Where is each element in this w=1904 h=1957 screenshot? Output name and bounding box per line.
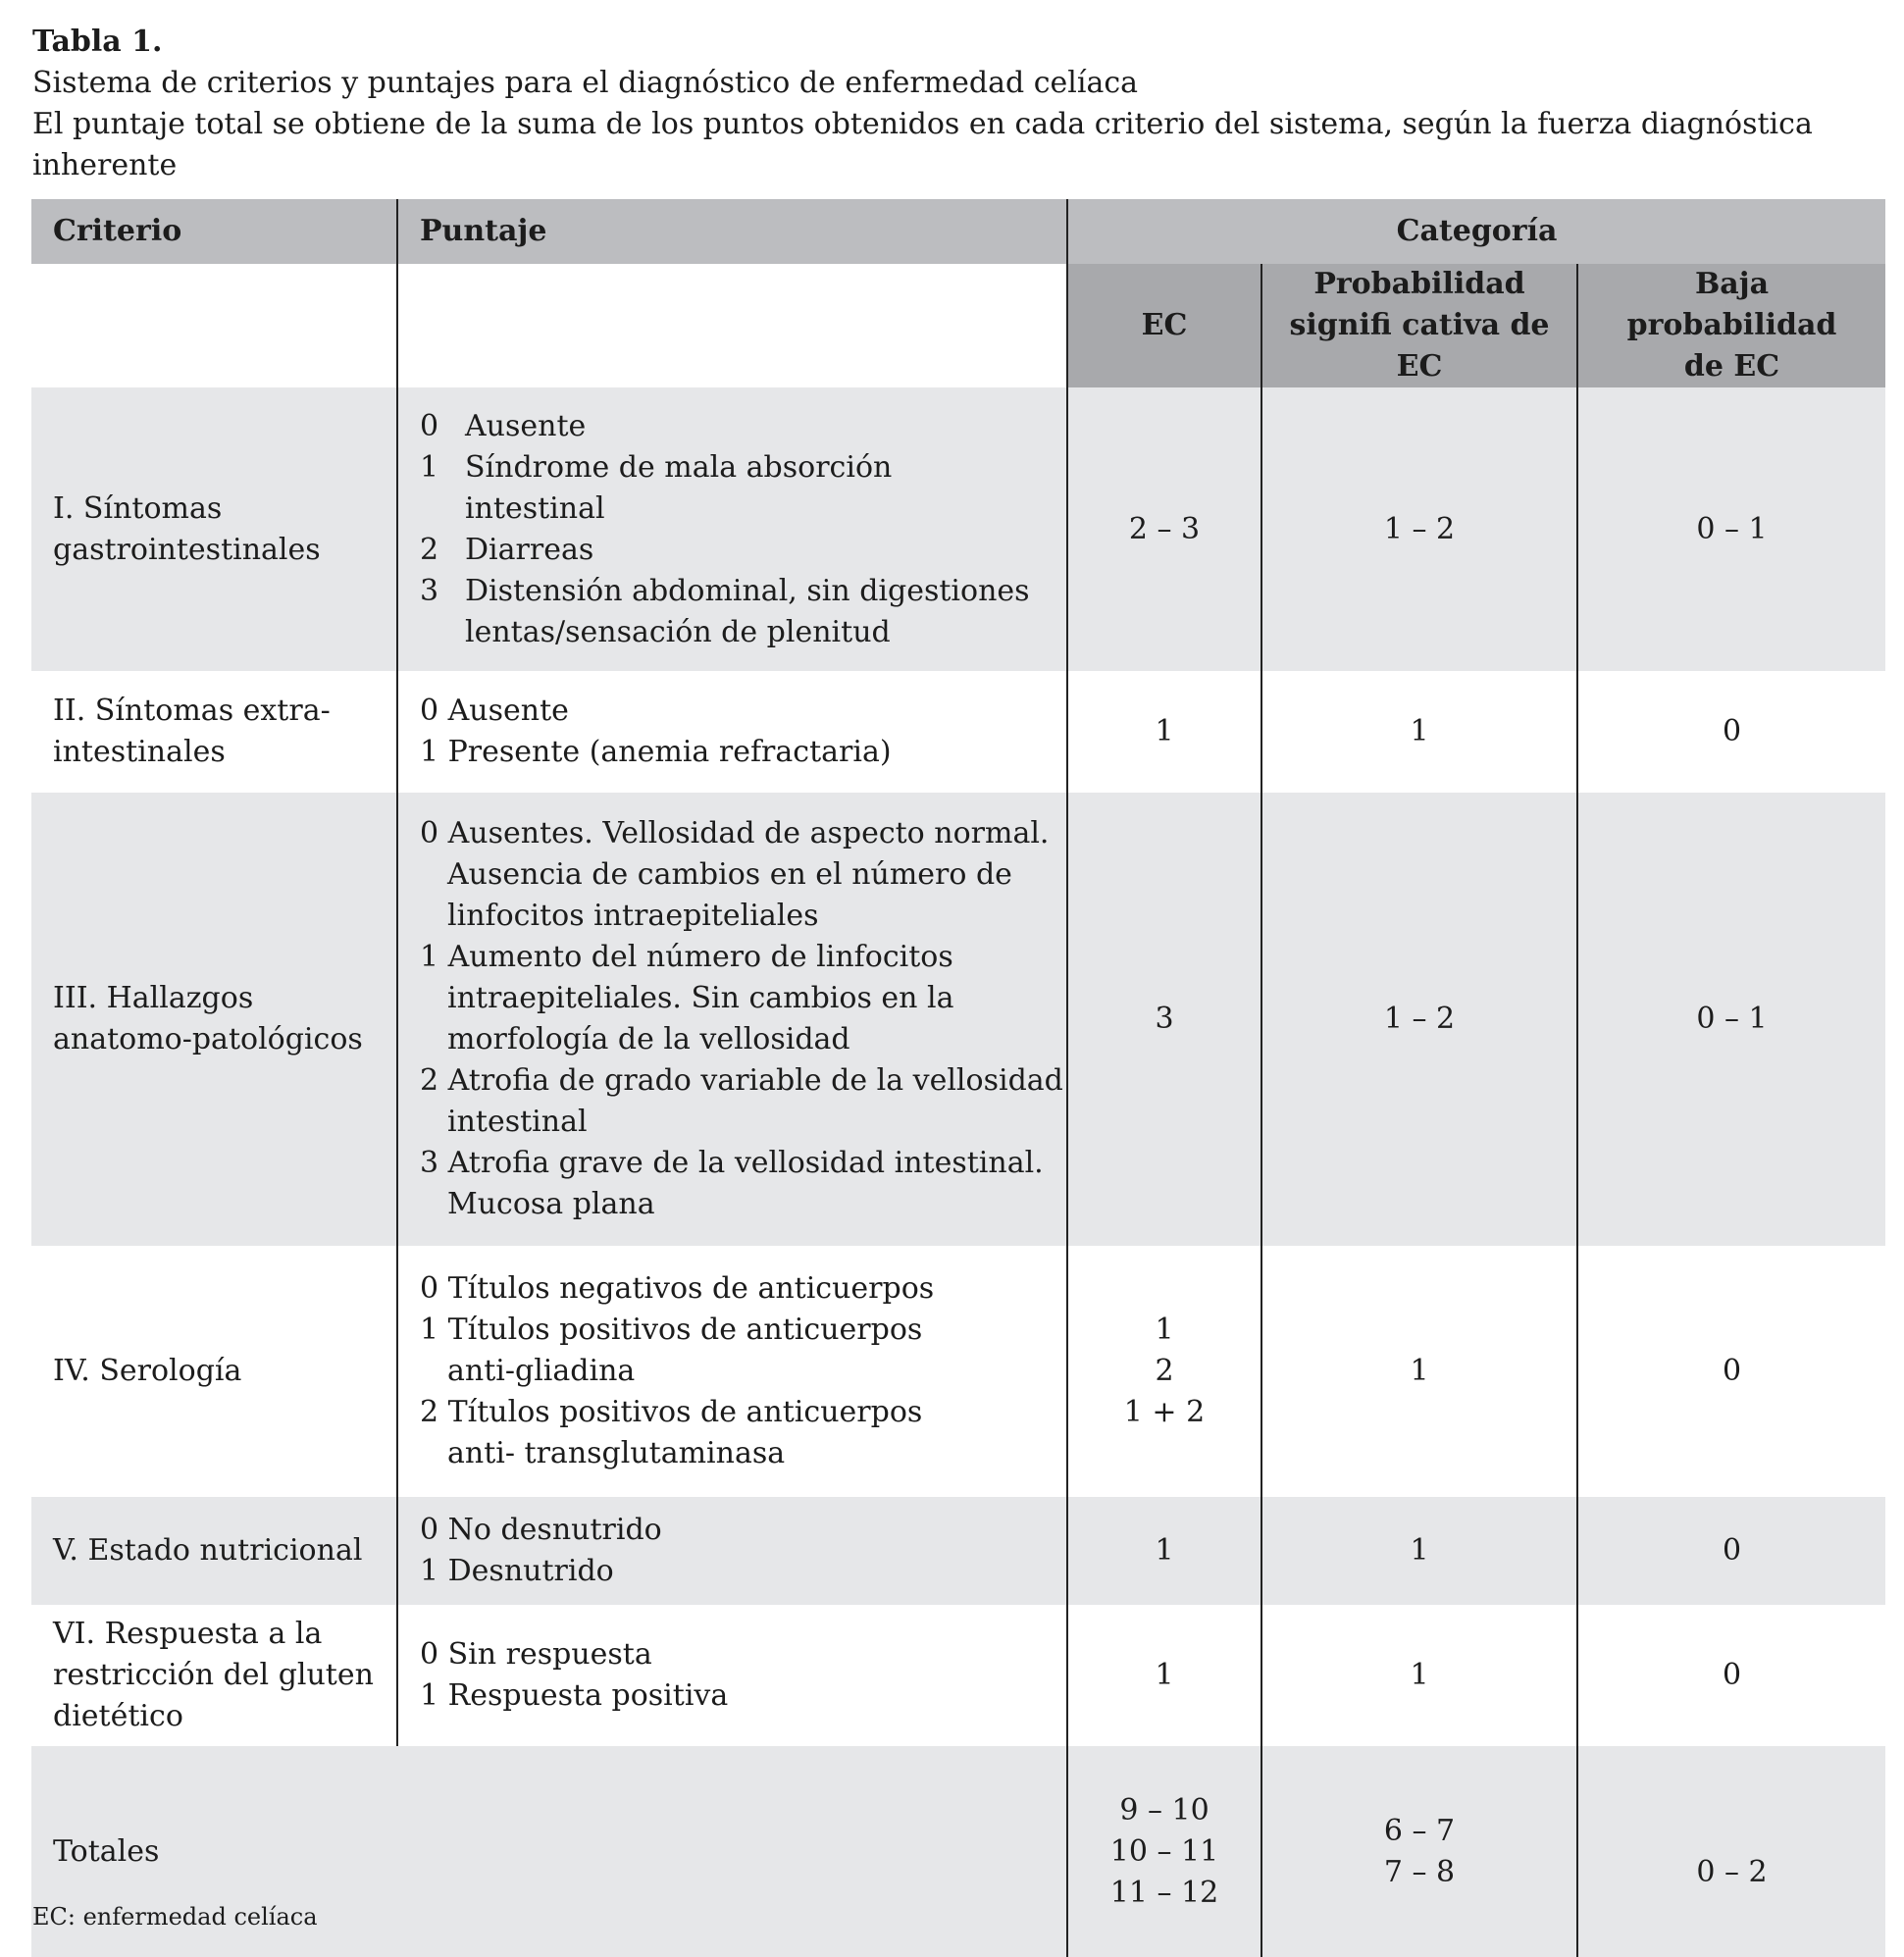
probabilidad-cell-value: 1 bbox=[1410, 714, 1429, 748]
subheader-empty-puntaje bbox=[397, 264, 1067, 387]
table-row bbox=[31, 1605, 1885, 1746]
puntaje-line: 0 Títulos negativos de anticuerpos bbox=[420, 1271, 935, 1306]
criterio-cell bbox=[31, 1605, 397, 1746]
puntaje-line: anti- transglutaminasa bbox=[447, 1436, 786, 1470]
criterio-line: intestinales bbox=[53, 735, 226, 769]
puntaje-score: 3 bbox=[420, 573, 439, 608]
table-row bbox=[31, 1246, 1885, 1497]
puntaje-line bbox=[420, 530, 1045, 571]
probabilidad-cell bbox=[1261, 793, 1577, 1246]
puntaje-line: linfocitos intraepiteliales bbox=[447, 899, 819, 933]
puntaje-text: Distensión abdominal, sin digestiones bbox=[465, 573, 1030, 608]
ec-cell-value: 2 – 3 bbox=[1128, 511, 1201, 546]
puntaje-cell bbox=[397, 1497, 1067, 1605]
header-baja-line2: de EC bbox=[1683, 349, 1780, 384]
baja-cell bbox=[1577, 1246, 1885, 1497]
baja-cell-value: 0 bbox=[1722, 1533, 1742, 1568]
baja-cell-value: 0 – 1 bbox=[1696, 1002, 1768, 1036]
probabilidad-cell-value: 1 bbox=[1410, 1354, 1429, 1388]
table-row bbox=[31, 793, 1885, 1246]
probabilidad-cell bbox=[1261, 671, 1577, 793]
header-probabilidad bbox=[1261, 264, 1577, 387]
puntaje-line: Ausencia de cambios en el número de bbox=[447, 857, 1012, 892]
probabilidad-cell-value: 1 bbox=[1410, 1533, 1429, 1568]
puntaje-cell bbox=[397, 793, 1067, 1246]
puntaje-text: Ausente bbox=[465, 408, 587, 443]
puntaje-cell bbox=[397, 387, 1067, 671]
puntaje-cell bbox=[397, 1605, 1067, 1746]
puntaje-line: 1 Desnutrido bbox=[420, 1554, 614, 1588]
probabilidad-cell bbox=[1261, 1497, 1577, 1605]
probabilidad-cell bbox=[1261, 1605, 1577, 1746]
criterio-cell bbox=[31, 793, 397, 1246]
criterio-line: V. Estado nutricional bbox=[53, 1533, 363, 1568]
totals-probabilidad bbox=[1261, 1746, 1577, 1957]
baja-cell bbox=[1577, 387, 1885, 671]
puntaje-line: 0 No desnutrido bbox=[420, 1513, 662, 1547]
criterio-line: gastrointestinales bbox=[53, 532, 321, 567]
ec-cell-value: 1 bbox=[1155, 1533, 1174, 1568]
criterio-line: anatomo-patológicos bbox=[53, 1022, 363, 1056]
puntaje-line: intestinal bbox=[447, 1105, 588, 1139]
puntaje-line: 2 Atrofia de grado variable de la vellosidad bbox=[420, 1063, 1063, 1098]
totals-prob-value: 7 – 8 bbox=[1383, 1854, 1456, 1889]
ec-cell-value: 3 bbox=[1155, 1002, 1174, 1036]
baja-cell bbox=[1577, 793, 1885, 1246]
puntaje-line: 2 Títulos positivos de anticuerpos bbox=[420, 1395, 923, 1429]
totals-ec-value: 10 – 11 bbox=[1109, 1833, 1219, 1869]
puntaje-score: 0 bbox=[420, 408, 439, 443]
probabilidad-cell bbox=[1261, 387, 1577, 671]
table-caption bbox=[32, 22, 1904, 186]
puntaje-line bbox=[420, 489, 1045, 530]
criterio-line: II. Síntomas extra- bbox=[53, 694, 331, 728]
probabilidad-cell-value: 1 – 2 bbox=[1383, 1002, 1456, 1036]
puntaje-line: Mucosa plana bbox=[447, 1187, 655, 1221]
puntaje-line bbox=[420, 571, 1045, 612]
puntaje-score: 1 bbox=[420, 449, 439, 485]
header-puntaje: Puntaje bbox=[397, 199, 1067, 264]
header-baja-line1: Baja probabilidad bbox=[1626, 267, 1837, 342]
baja-cell-value: 0 bbox=[1722, 1658, 1742, 1692]
totals-ec-value: 11 – 12 bbox=[1109, 1875, 1219, 1910]
probabilidad-cell-value: 1 bbox=[1410, 1658, 1429, 1692]
baja-cell-value: 0 bbox=[1722, 1354, 1742, 1388]
criteria-table bbox=[31, 199, 1885, 1957]
ec-cell-value: 1 bbox=[1155, 1313, 1174, 1347]
totals-prob-value: 6 – 7 bbox=[1383, 1813, 1456, 1848]
baja-cell bbox=[1577, 671, 1885, 793]
puntaje-line: anti-gliadina bbox=[447, 1354, 636, 1388]
totals-baja bbox=[1577, 1746, 1885, 1957]
ec-cell-value: 2 bbox=[1155, 1354, 1174, 1388]
ec-cell bbox=[1067, 1246, 1261, 1497]
baja-cell bbox=[1577, 1605, 1885, 1746]
footnote: EC: enfermedad celíaca bbox=[32, 1903, 318, 1931]
puntaje-line: 3 Atrofia grave de la vellosidad intestinal. bbox=[420, 1146, 1044, 1180]
table-description: El puntaje total se obtiene de la suma de los puntos obtenidos en cada criterio del sistema, según la fuerza diagnóstica inherente bbox=[32, 107, 1813, 182]
puntaje-line: 1 Títulos positivos de anticuerpos bbox=[420, 1313, 923, 1347]
header-criterio: Criterio bbox=[31, 199, 397, 264]
puntaje-line: 0 Sin respuesta bbox=[420, 1637, 652, 1672]
ec-cell-value: 1 + 2 bbox=[1123, 1395, 1206, 1429]
puntaje-line: 1 Aumento del número de linfocitos bbox=[420, 940, 953, 974]
puntaje-line bbox=[420, 447, 1045, 489]
subheader-row bbox=[31, 264, 1885, 387]
puntaje-text: intestinal bbox=[465, 490, 605, 526]
header-baja-probabilidad bbox=[1577, 264, 1885, 387]
criterio-cell bbox=[31, 387, 397, 671]
baja-cell-value: 0 – 1 bbox=[1696, 511, 1768, 546]
puntaje-cell bbox=[397, 1246, 1067, 1497]
ec-cell bbox=[1067, 793, 1261, 1246]
totals-label: Totales bbox=[31, 1746, 1067, 1957]
criterio-cell bbox=[31, 1497, 397, 1605]
puntaje-line: intraepiteliales. Sin cambios en la bbox=[447, 981, 954, 1015]
criterio-cell bbox=[31, 671, 397, 793]
criterio-line: restricción del gluten bbox=[53, 1658, 374, 1692]
puntaje-score: 2 bbox=[420, 532, 439, 567]
totals-baja-value: 0 – 2 bbox=[1696, 1854, 1768, 1889]
criterio-line: I. Síntomas bbox=[53, 490, 223, 526]
puntaje-line bbox=[420, 406, 1045, 447]
header-probabilidad-line2: signifi cativa de EC bbox=[1289, 308, 1550, 384]
ec-cell-value: 1 bbox=[1155, 1658, 1174, 1692]
probabilidad-cell-value: 1 – 2 bbox=[1383, 511, 1456, 546]
totals-ec bbox=[1067, 1746, 1261, 1957]
totals-ec-value: 9 – 10 bbox=[1119, 1792, 1209, 1828]
puntaje-line: 1 Presente (anemia refractaria) bbox=[420, 735, 892, 769]
puntaje-line: morfología de la vellosidad bbox=[447, 1022, 850, 1056]
criterio-line: IV. Serología bbox=[53, 1354, 242, 1388]
header-ec: EC bbox=[1067, 264, 1261, 387]
baja-cell-value: 0 bbox=[1722, 714, 1742, 748]
criterio-line: dietético bbox=[53, 1699, 183, 1733]
table-row bbox=[31, 1497, 1885, 1605]
table-row bbox=[31, 387, 1885, 671]
table-subtitle: Sistema de criterios y puntajes para el diagnóstico de enfermedad celíaca bbox=[32, 66, 1139, 100]
puntaje-text: Síndrome de mala absorción bbox=[465, 449, 893, 485]
criterio-line: VI. Respuesta a la bbox=[53, 1617, 323, 1651]
table-row bbox=[31, 671, 1885, 793]
ec-cell bbox=[1067, 1497, 1261, 1605]
criterio-cell bbox=[31, 1246, 397, 1497]
ec-cell-value: 1 bbox=[1155, 714, 1174, 748]
header-categoria: Categoría bbox=[1067, 199, 1885, 264]
subheader-empty-criterio bbox=[31, 264, 397, 387]
baja-cell bbox=[1577, 1497, 1885, 1605]
puntaje-line: 0 Ausentes. Vellosidad de aspecto normal. bbox=[420, 816, 1050, 850]
puntaje-line bbox=[420, 612, 1045, 653]
header-probabilidad-line1: Probabilidad bbox=[1313, 267, 1525, 301]
puntaje-cell bbox=[397, 671, 1067, 793]
puntaje-text: lentas/sensación de plenitud bbox=[465, 614, 891, 649]
ec-cell bbox=[1067, 387, 1261, 671]
criterio-line: III. Hallazgos bbox=[53, 981, 254, 1015]
ec-cell bbox=[1067, 671, 1261, 793]
puntaje-line: 0 Ausente bbox=[420, 694, 569, 728]
ec-cell bbox=[1067, 1605, 1261, 1746]
puntaje-line: 1 Respuesta positiva bbox=[420, 1678, 729, 1713]
header-row bbox=[31, 199, 1885, 264]
probabilidad-cell bbox=[1261, 1246, 1577, 1497]
table-title: Tabla 1. bbox=[32, 25, 163, 59]
puntaje-text: Diarreas bbox=[465, 532, 594, 567]
